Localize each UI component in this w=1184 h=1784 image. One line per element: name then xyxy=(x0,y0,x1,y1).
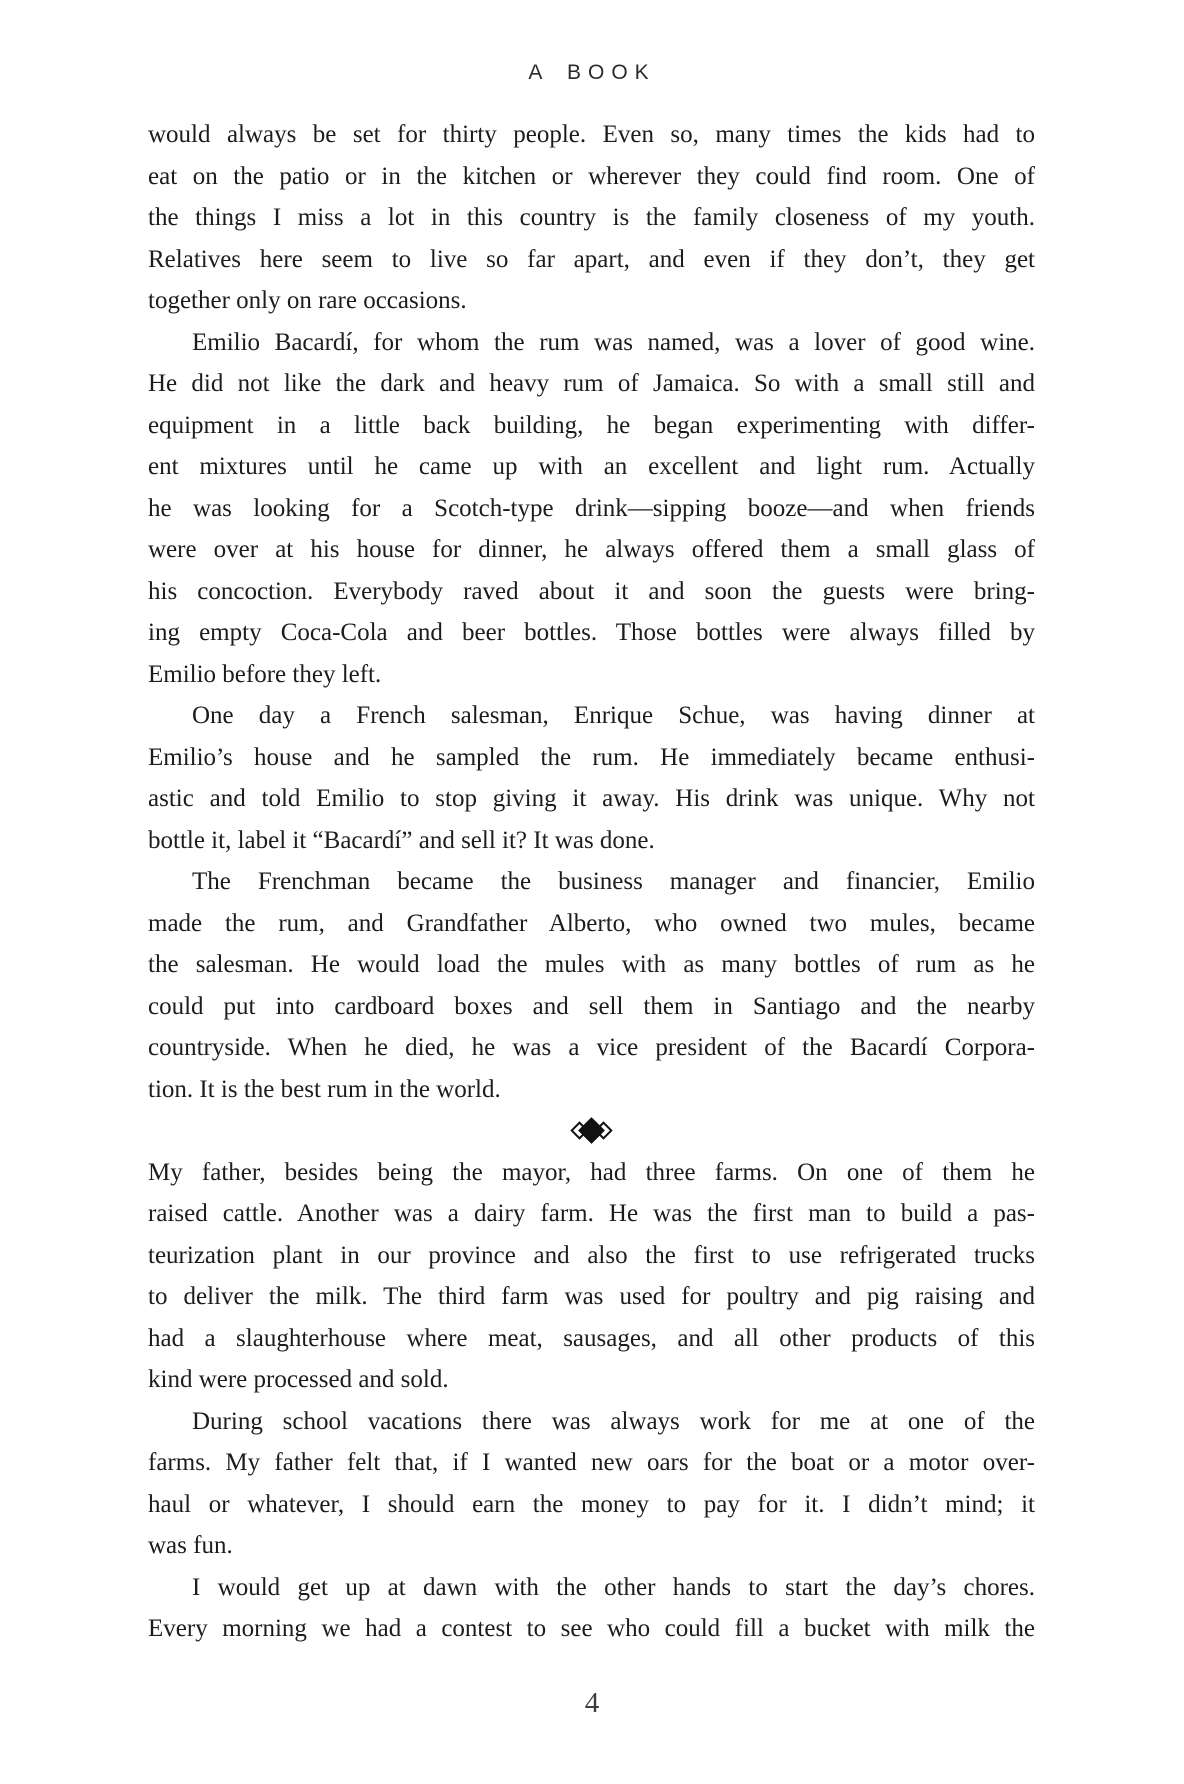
text-line: made the rum, and Grandfather Alberto, who owned two mules, became xyxy=(148,909,1035,937)
text-line: eat on the patio or in the kitchen or wherever they could find room. One of xyxy=(148,162,1035,190)
section-divider xyxy=(148,1110,1035,1152)
page-number: 4 xyxy=(584,1687,600,1719)
text-line: Every morning we had a contest to see who could fill a bucket with milk the xyxy=(148,1615,1035,1642)
paragraph xyxy=(148,1152,1035,1401)
text-line: astic and told Emilio to stop giving it away. His drink was unique. Why not xyxy=(148,785,1035,812)
paragraph xyxy=(148,861,1035,1110)
text-line: Emilio’s house and he sampled the rum. He immediately became enthusi- xyxy=(148,743,1035,771)
text-line: would always be set for thirty people. Even so, many times the kids had to xyxy=(148,121,1035,148)
text-line: During school vacations there was always work for me at one of the xyxy=(192,1407,1035,1435)
text-line: he was looking for a Scotch-type drink—sipping booze—and when friends xyxy=(148,494,1035,522)
text-line: were over at his house for dinner, he always offered them a small glass of xyxy=(148,536,1035,563)
text-line: Relatives here seem to live so far apart, and even if they don’t, they get xyxy=(148,245,1035,273)
running-head: A BOOK xyxy=(528,61,656,84)
text-line: Emilio Bacardí, for whom the rum was named, was a lover of good wine. xyxy=(192,328,1035,356)
text-line: tion. It is the best rum in the world. xyxy=(148,1075,501,1103)
paragraph xyxy=(148,322,1035,696)
text-line: One day a French salesman, Enrique Schue, was having dinner at xyxy=(192,702,1035,729)
text-line: equipment in a little back building, he began experimenting with differ- xyxy=(148,411,1035,439)
text-line: farms. My father felt that, if I wanted new oars for the boat or a motor over- xyxy=(148,1449,1035,1476)
text-line: The Frenchman became the business manager and financier, Emilio xyxy=(192,868,1035,895)
text-line: My father, besides being the mayor, had three farms. On one of them he xyxy=(148,1158,1035,1186)
text-line: could put into cardboard boxes and sell them in Santiago and the nearby xyxy=(148,992,1035,1020)
paragraph xyxy=(148,695,1035,861)
text-line: was fun. xyxy=(148,1532,233,1559)
text-line: haul or whatever, I should earn the money to pay for it. I didn’t mind; it xyxy=(148,1490,1035,1518)
text-line: had a slaughterhouse where meat, sausages, and all other products of this xyxy=(148,1324,1035,1352)
text-line: ent mixtures until he came up with an excellent and light rum. Actually xyxy=(148,453,1035,480)
paragraph xyxy=(148,114,1035,322)
text-line: He did not like the dark and heavy rum of Jamaica. So with a small still and xyxy=(148,370,1035,397)
text-line: Emilio before they left. xyxy=(148,660,382,688)
text-line: bottle it, label it “Bacardí” and sell it? It was done. xyxy=(148,826,655,854)
text-line: the salesman. He would load the mules with as many bottles of rum as he xyxy=(148,951,1035,978)
text-body xyxy=(148,114,1035,1650)
text-line: to deliver the milk. The third farm was used for poultry and pig raising and xyxy=(148,1283,1035,1310)
text-line: countryside. When he died, he was a vice president of the Bacardí Corpora- xyxy=(148,1034,1035,1061)
text-line: I would get up at dawn with the other hands to start the day’s chores. xyxy=(192,1573,1035,1601)
text-line: teurization plant in our province and also the first to use refrigerated trucks xyxy=(148,1241,1035,1269)
text-line: kind were processed and sold. xyxy=(148,1366,449,1393)
paragraph xyxy=(148,1567,1035,1650)
text-line: together only on rare occasions. xyxy=(148,287,467,314)
text-line: the things I miss a lot in this country is the family closeness of my youth. xyxy=(148,204,1035,231)
text-line: his concoction. Everybody raved about it and soon the guests were bring- xyxy=(148,577,1035,605)
text-line: ing empty Coca-Cola and beer bottles. Those bottles were always filled by xyxy=(148,619,1035,646)
text-line: raised cattle. Another was a dairy farm. He was the first man to build a pas- xyxy=(148,1200,1035,1227)
paragraph xyxy=(148,1401,1035,1567)
diamond-filled-icon xyxy=(578,1117,605,1144)
